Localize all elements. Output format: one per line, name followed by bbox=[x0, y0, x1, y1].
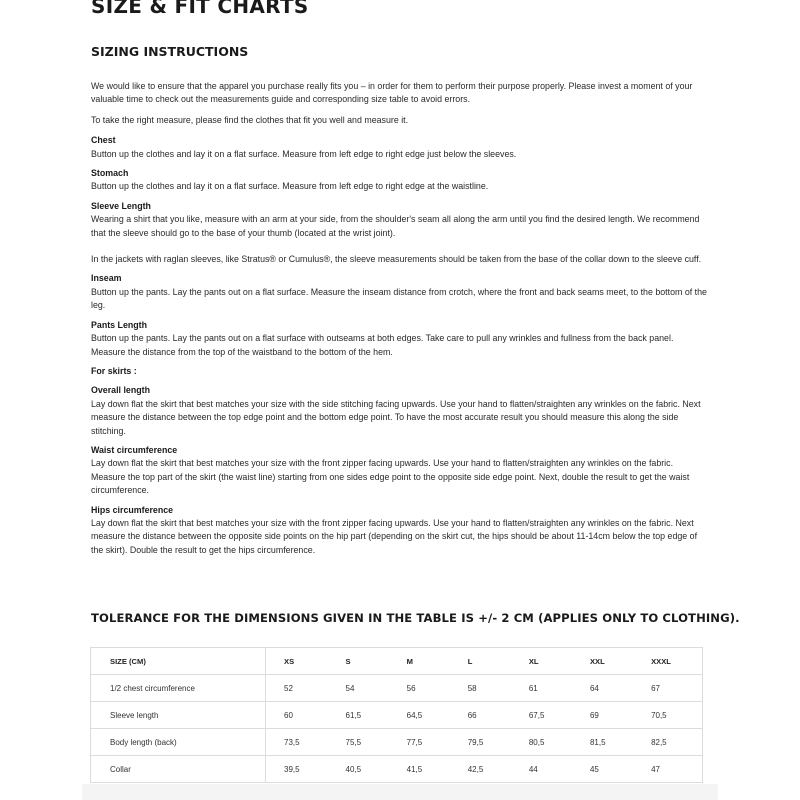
table-row-label: Sleeve length bbox=[91, 702, 266, 729]
table-header-size: XXXL bbox=[633, 648, 702, 675]
section-title-sizing-instructions: SIZING INSTRUCTIONS bbox=[91, 44, 249, 59]
instruction-text-secondary: In the jackets with raglan sleeves, like Stratus® or Cumulus®, the sleeve measurements should be taken from the base of the collar down to the sleeve cuff. bbox=[91, 254, 702, 265]
table-row bbox=[91, 675, 702, 702]
table-cell: 54 bbox=[328, 675, 389, 702]
table-header-row bbox=[91, 648, 702, 675]
table-row-label: Collar bbox=[91, 756, 266, 783]
table-cell: 81,5 bbox=[572, 729, 633, 756]
instruction-title: Hips circumference bbox=[91, 504, 174, 515]
table-cell: 40,5 bbox=[328, 756, 389, 783]
instruction-text: Lay down flat the skirt that best matches your size with the front zipper facing upwards. Use your hand to flatten/straighten any wrinkles on the fabric. Measure the top part of the skirt (the waist line) starting from one sides edge point to the opposite side edge point. Next, double the result to get the waist circumference. bbox=[91, 458, 690, 496]
table-cell: 75,5 bbox=[328, 729, 389, 756]
instruction-text: Button up the pants. Lay the pants out on a flat surface. Measure the inseam distance from crotch, where the front and back seams meet, to the bottom of the leg. bbox=[91, 286, 707, 311]
table-cell: 45 bbox=[572, 756, 633, 783]
table-header-size: S bbox=[328, 648, 389, 675]
intro-paragraph: We would like to ensure that the apparel you purchase really fits you – in order for them to perform their purpose properly. Please invest a moment of your valuable time to check out the measurements guide and corresponding size table to avoid errors. bbox=[91, 81, 693, 105]
table-cell: 56 bbox=[389, 675, 450, 702]
table-cell: 67,5 bbox=[511, 702, 572, 729]
table-cell: 80,5 bbox=[511, 729, 572, 756]
sizing-instructions-body bbox=[91, 80, 707, 563]
table-cell: 82,5 bbox=[633, 729, 702, 756]
instruction-title: Stomach bbox=[91, 168, 129, 179]
table-cell: 61,5 bbox=[328, 702, 389, 729]
instruction-sleeve-length bbox=[91, 200, 707, 267]
instruction-text: Button up the clothes and lay it on a flat surface. Measure from left edge to right edge at the waistline. bbox=[91, 181, 489, 192]
table-cell: 64,5 bbox=[389, 702, 450, 729]
page-bottom-strip bbox=[82, 784, 718, 800]
table-header-size: XS bbox=[266, 648, 328, 675]
table-header-size: L bbox=[450, 648, 511, 675]
table-cell: 47 bbox=[633, 756, 702, 783]
instruction-text: Button up the pants. Lay the pants out on a flat surface with outseams at both edges. Take care to pull any wrinkles and fullness from the back panel. Measure the distance from the top of the waistband to the bottom of the hem. bbox=[91, 333, 674, 357]
instruction-text: Lay down flat the skirt that best matches your size with the side stitching facing upwards. Use your hand to flatten/straighten any wrinkles on the fabric. Next measure the distance between the top edge point and the bottom edge point. To have the most accurate result you should measure this along the side stitching. bbox=[91, 398, 701, 436]
instruction-stomach bbox=[91, 167, 707, 194]
instruction-title: Overall length bbox=[91, 385, 150, 396]
table-cell: 66 bbox=[450, 702, 511, 729]
instruction-title: Pants Length bbox=[91, 319, 148, 330]
table-cell: 60 bbox=[266, 702, 328, 729]
table-cell: 61 bbox=[511, 675, 572, 702]
table-cell: 52 bbox=[266, 675, 328, 702]
table-cell: 41,5 bbox=[389, 756, 450, 783]
instruction-title: Inseam bbox=[91, 273, 122, 284]
size-table bbox=[91, 648, 702, 783]
table-header-size: XL bbox=[511, 648, 572, 675]
instruction-text: Button up the clothes and lay it on a flat surface. Measure from left edge to right edge just below the sleeves. bbox=[91, 148, 517, 159]
instruction-pants-length bbox=[91, 319, 707, 359]
skirts-heading-label: For skirts : bbox=[91, 365, 137, 376]
instruction-title: Sleeve Length bbox=[91, 200, 151, 211]
table-cell: 69 bbox=[572, 702, 633, 729]
size-table-container bbox=[90, 647, 703, 783]
table-row bbox=[91, 729, 702, 756]
table-cell: 39,5 bbox=[266, 756, 328, 783]
table-cell: 42,5 bbox=[450, 756, 511, 783]
instruction-overall-length bbox=[91, 384, 707, 438]
table-cell: 44 bbox=[511, 756, 572, 783]
table-row bbox=[91, 702, 702, 729]
intro-paragraph: To take the right measure, please find the clothes that fit you well and measure it. bbox=[91, 114, 409, 125]
instruction-text: Wearing a shirt that you like, measure with an arm at your side, from the shoulder's seam all along the arm until you find the desired length. We recommend that the sleeve should go to the base of your thumb (located at the wrist joint). bbox=[91, 214, 700, 238]
table-header-label: SIZE (CM) bbox=[91, 648, 266, 675]
table-row bbox=[91, 756, 702, 783]
table-row-label: 1/2 chest circumference bbox=[91, 675, 266, 702]
instruction-hips-circumference bbox=[91, 504, 707, 558]
table-cell: 58 bbox=[450, 675, 511, 702]
instruction-waist-circumference bbox=[91, 444, 707, 498]
skirts-heading bbox=[91, 365, 707, 378]
table-header-size: M bbox=[389, 648, 450, 675]
table-cell: 79,5 bbox=[450, 729, 511, 756]
table-cell: 64 bbox=[572, 675, 633, 702]
instruction-title: Waist circumference bbox=[91, 444, 178, 455]
table-cell: 73,5 bbox=[266, 729, 328, 756]
table-cell: 67 bbox=[633, 675, 702, 702]
table-header-size: XXL bbox=[572, 648, 633, 675]
table-cell: 70,5 bbox=[633, 702, 702, 729]
tolerance-heading: TOLERANCE FOR THE DIMENSIONS GIVEN IN THE TABLE IS +/- 2 CM (APPLIES ONLY TO CLOTHING). bbox=[91, 611, 740, 625]
instruction-inseam bbox=[91, 272, 707, 312]
page-title: SIZE & FIT CHARTS bbox=[91, 0, 309, 18]
table-row-label: Body length (back) bbox=[91, 729, 266, 756]
table-cell: 77,5 bbox=[389, 729, 450, 756]
instruction-title: Chest bbox=[91, 135, 116, 146]
instruction-chest bbox=[91, 134, 707, 161]
instruction-text: Lay down flat the skirt that best matches your size with the front zipper facing upwards. Use your hand to flatten/straighten any wrinkles on the fabric. Next measure the distance between the opposite side points on the hip part (depending on the skirt cut, the hips should be about 11-14cm below the top edge of the skirt). Double the result to get the hips circumference. bbox=[91, 517, 698, 555]
